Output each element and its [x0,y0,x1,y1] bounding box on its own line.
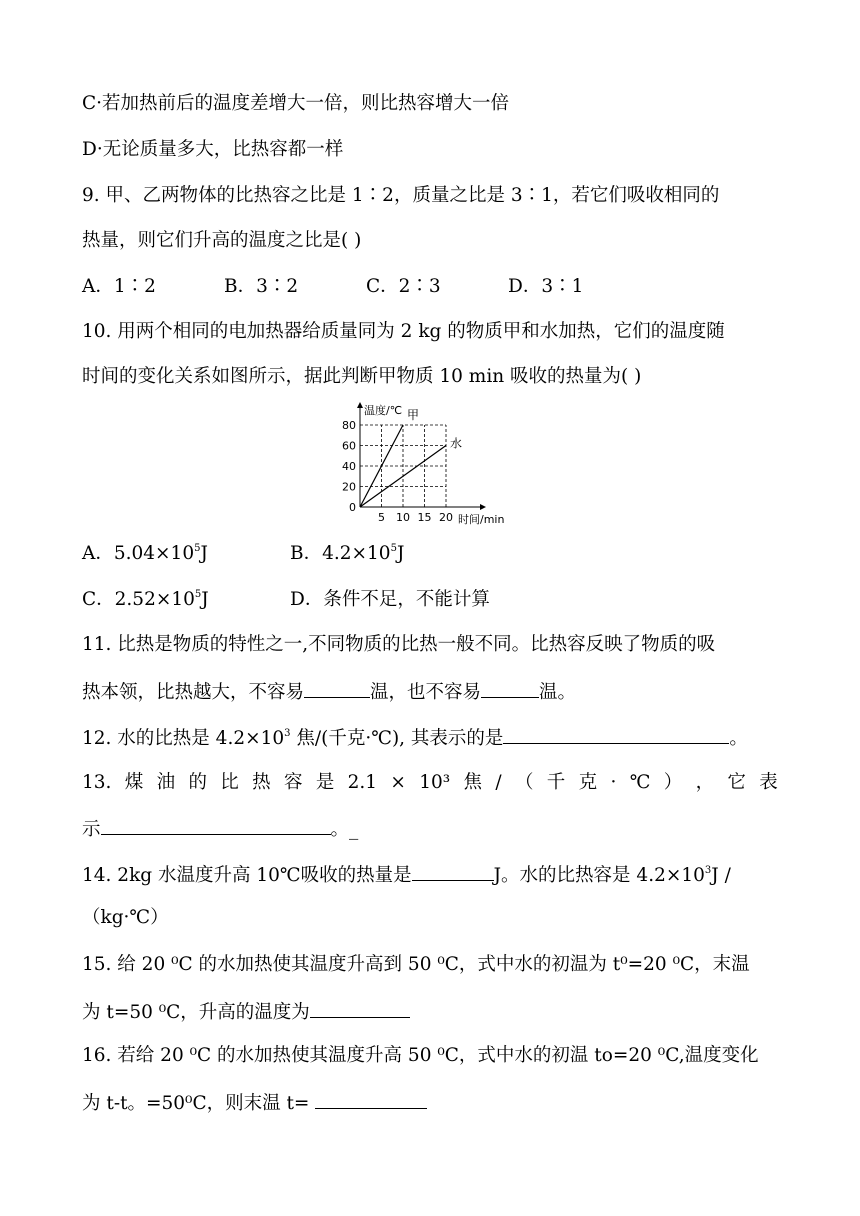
x-tick-label: 20 [439,511,453,524]
q9-line2: 热量，则它们升高的温度之比是( ) [82,230,362,251]
q13-line2 [82,816,358,842]
q13-char: 克 [578,772,598,793]
q13-char: 它 [727,772,746,793]
x-axis-arrow [480,504,486,510]
x-axis-label: 时间/min [458,513,505,526]
q16-text: 为 t-t。=50⁰C，则末温 t= [82,1093,316,1114]
q13-char: 10³ [419,772,451,793]
q13-char: × [390,772,406,793]
q10-option-c-unit: J [201,589,209,610]
q11-blank-1[interactable] [304,679,370,698]
y-tick-label: 60 [342,439,356,453]
y-tick-label: 0 [349,501,356,514]
q13-blank[interactable] [101,816,331,835]
q13-line1 [82,771,778,795]
q10-option-c-text: C．2.52×10 [82,589,195,610]
q10-option-a [82,542,290,566]
q13-char: 是 [315,772,335,793]
q13-char: 比 [220,772,239,793]
series-label: 水 [450,436,463,451]
q13-char: （ [514,772,534,793]
q16-line1: 16. 若给 20 ⁰C 的水加热使其温度升高 50 ⁰C，式中水的初温 to=20 ⁰C,温度变化 [82,1045,759,1066]
x-tick-label: 10 [396,511,410,524]
q14-line2: （kg·℃） [82,907,169,928]
q16-blank[interactable] [315,1090,427,1109]
q9-line1: 9. 甲、乙两物体的比热容之比是 1∶2，质量之比是 3∶1，若它们吸收相同的 [82,185,720,206]
q11-text-a: 热本领，比热越大，不容易 [82,682,305,703]
q13-text-a: 示 [82,819,101,840]
q14-line1 [82,862,731,888]
option-d: D·无论质量多大，比热容都一样 [82,139,344,160]
q13-char: 2.1 [347,772,378,793]
q13-char: / [495,772,502,793]
x-tick-label: 5 [378,511,385,524]
q13-char: 容 [283,772,303,793]
q12-text-b: 焦/(千克·℃), 其表示的是 [290,728,504,749]
q10-option-a-unit: J [200,543,208,564]
q13-char: 千 [546,772,566,793]
q13-char: ） [663,772,683,793]
q10-option-c [82,588,290,612]
q10-option-c-exp: 5 [194,589,202,600]
temperature-time-chart [330,398,530,528]
q9-option-a: A．1∶2 [82,276,156,297]
q10-option-a-text: A．5.04×10 [82,543,195,564]
q11-line2 [82,679,576,705]
q13-text-b: 。_ [330,819,359,840]
q13-char: 煤 [124,772,144,793]
q10-option-b [290,542,404,566]
q12-line [82,725,748,751]
q13-char: ℃ [629,772,651,793]
q12-text-a: 12. 水的比热是 4.2×10 [82,728,285,749]
q14-exp: 3 [704,865,712,876]
q11-blank-2[interactable] [481,679,539,698]
y-tick-label: 40 [342,460,356,473]
q15-blank[interactable] [310,999,410,1018]
q10-line2: 时间的变化关系如图所示，据此判断甲物质 10 min 吸收的热量为( ) [82,366,642,387]
q15-text: 为 t=50 ⁰C，升高的温度为 [82,1002,310,1023]
y-tick-label: 80 [342,419,356,432]
q13-char: 的 [188,772,207,793]
option-c: C·若加热前后的温度差增大一倍，则比热容增大一倍 [82,93,510,114]
q10-option-b-text: B．4.2×10 [290,543,391,564]
y-tick-label: 20 [342,480,356,494]
q13-char: 表 [759,772,778,793]
x-tick-label: 15 [417,511,432,524]
q13-char: 油 [156,772,176,793]
q11-text-b: 温，也不容易 [370,682,482,703]
q13-char: 热 [252,772,271,793]
q12-blank[interactable] [503,725,729,744]
q11-line1: 11. 比热是物质的特性之一,不同物质的比热一般不同。比热容反映了物质的吸 [82,634,716,655]
q10-options-ab [82,542,404,566]
q10-option-d: D．条件不足，不能计算 [290,589,490,610]
y-axis-arrow [357,402,363,408]
q12-text-c: 。 [729,728,748,749]
series-label: 甲 [407,408,420,422]
q9-option-d: D．3∶1 [508,276,584,297]
q13-char: 焦 [463,772,483,793]
q16-line2 [82,1090,427,1116]
q9-option-b: B．3∶2 [224,276,299,297]
q15-line1: 15. 给 20 ⁰C 的水加热使其温度升高到 50 ⁰C，式中水的初温为 t⁰=20 ⁰C，末温 [82,954,750,975]
q15-line2 [82,999,410,1025]
q14-blank[interactable] [412,862,494,881]
q13-char: · [610,772,617,793]
q14-text-c: J / [711,865,731,886]
q11-text-c: 温。 [539,682,577,703]
q13-char: ， [695,772,715,793]
q9-option-c: C．2∶3 [366,276,441,297]
q12-exp: 3 [284,728,291,739]
q14-text-a: 14. 2kg 水温度升高 10℃吸收的热量是 [82,865,412,886]
q10-option-a-exp: 5 [194,543,201,554]
q14-text-b: J。水的比热容是 4.2×10 [493,865,705,886]
q10-option-b-exp: 5 [390,543,397,554]
q13-number: 13. [82,772,112,793]
q10-line1: 10. 用两个相同的电加热器给质量同为 2 kg 的物质甲和水加热，它们的温度随 [82,321,725,342]
q10-options-cd [82,588,490,612]
y-axis-label: 温度/℃ [364,404,403,417]
q9-options [82,275,583,299]
q10-option-b-unit: J [396,543,405,564]
